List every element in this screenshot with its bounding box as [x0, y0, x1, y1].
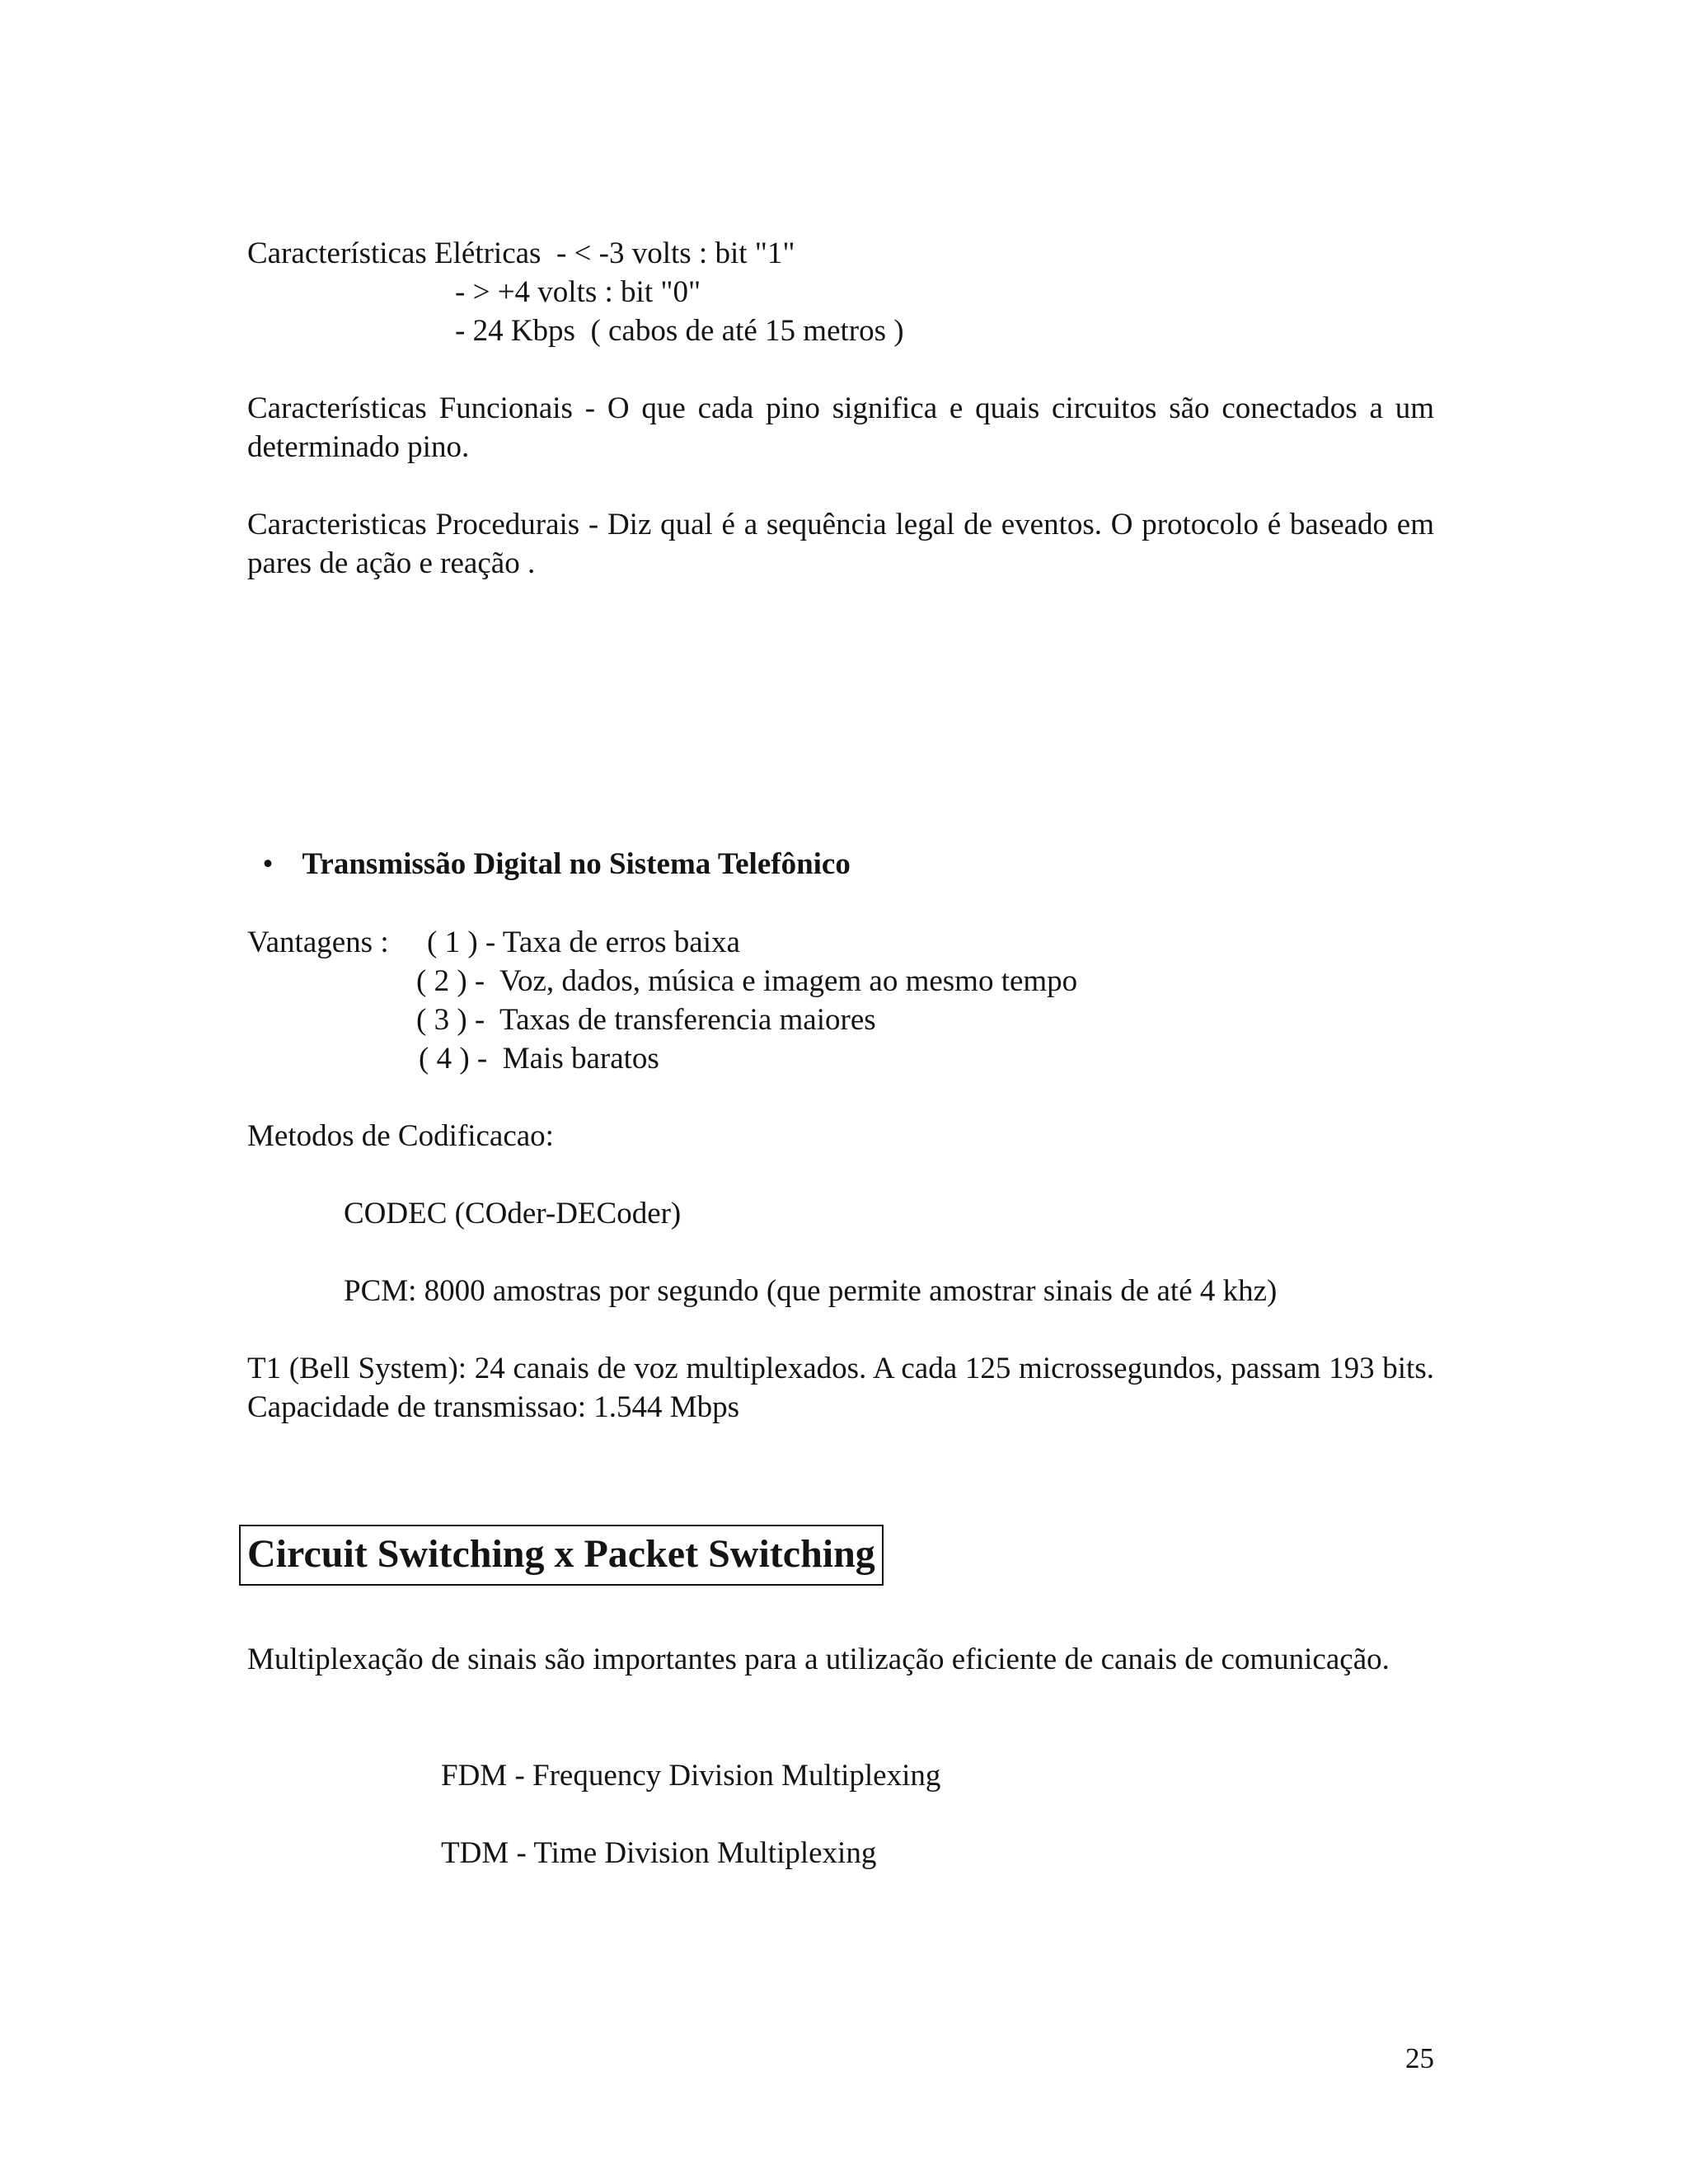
electrical-characteristics-line: - 24 Kbps ( cabos de até 15 metros ) [455, 314, 904, 348]
fdm-line: FDM - Frequency Division Multiplexing [441, 1759, 941, 1793]
advantages-label: Vantagens : [247, 926, 389, 959]
multiplexing-paragraph: Multiplexação de sinais são importantes para a utilização eficiente de canais de comunicação. [247, 1643, 1390, 1676]
electrical-characteristics-line: - > +4 volts : bit "0" [455, 275, 701, 309]
list-item: ( 3 ) - Taxas de transferencia maiores [416, 1003, 876, 1037]
list-item: ( 4 ) - Mais baratos [419, 1042, 659, 1076]
encoding-methods-label: Metodos de Codificacao: [247, 1119, 554, 1153]
tdm-line: TDM - Time Division Multiplexing [441, 1836, 877, 1870]
procedural-characteristics-paragraph: Caracteristicas Procedurais - Diz qual é a sequência legal de eventos. O protocolo é baseado em pares de ação e reação . [247, 508, 1434, 580]
section-heading-text: Transmissão Digital no Sistema Telefônico [302, 847, 851, 881]
codec-line: CODEC (COder-DECoder) [344, 1197, 682, 1230]
section-heading [247, 806, 851, 883]
bullet-icon: • [262, 847, 274, 881]
electrical-characteristics-line: Características Elétricas - < -3 volts : bit "1" [247, 237, 795, 270]
boxed-section-title: Circuit Switching x Packet Switching [239, 1525, 884, 1586]
t1-paragraph: T1 (Bell System): 24 canais de voz multiplexados. A cada 125 microssegundos, passam 193 bits. Capacidade de transmissao: 1.544 Mbps [247, 1352, 1434, 1424]
list-item: ( 1 ) - Taxa de erros baixa [427, 926, 740, 959]
pcm-line: PCM: 8000 amostras por segundo (que permite amostrar sinais de até 4 khz) [344, 1274, 1278, 1308]
list-item: ( 2 ) - Voz, dados, música e imagem ao mesmo tempo [416, 964, 1078, 998]
functional-characteristics-paragraph: Características Funcionais - O que cada pino significa e quais circuitos são conectados a um determinado pino. [247, 391, 1434, 464]
page-number: 25 [1405, 2042, 1434, 2074]
